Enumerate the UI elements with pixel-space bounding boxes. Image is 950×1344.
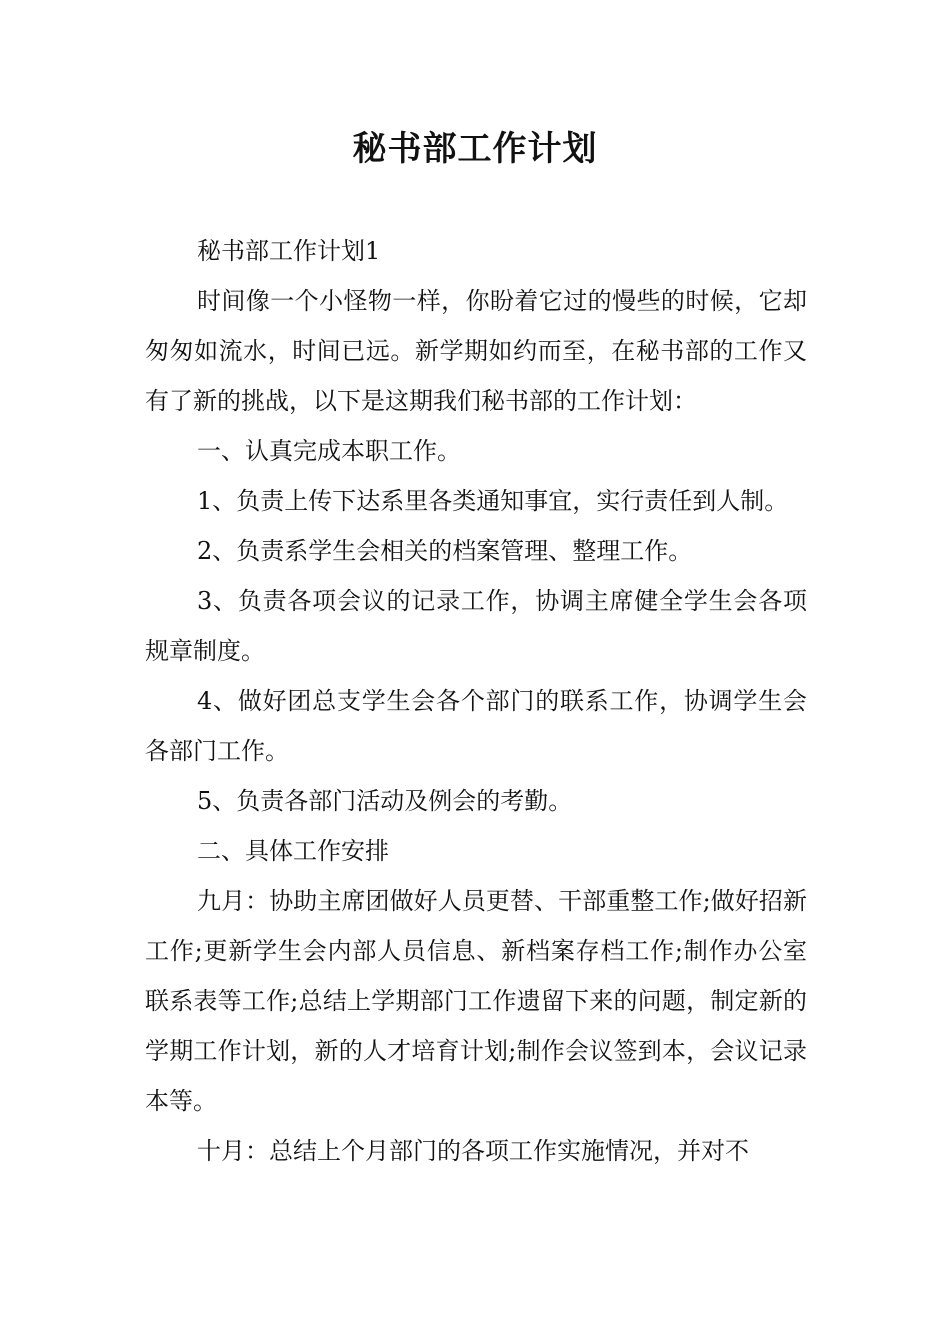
list-item-5: 5、负责各部门活动及例会的考勤。: [197, 787, 573, 815]
section-heading-1: 一、认真完成本职工作。: [197, 437, 461, 465]
paragraph-september: 九月：协助主席团做好人员更替、干部重整工作;做好招新工作;更新学生会内部人员信息、新档案存档工作;制作办公室联系表等工作;总结上学期部门工作遗留下来的问题，制定新的学期工作计划，新的人才培育计划;制作会议签到本，会议记录本等。: [145, 887, 807, 1115]
document-body: [145, 226, 807, 1176]
paragraph-october: 十月：总结上个月部门的各项工作实施情况，并对不: [197, 1137, 749, 1165]
list-item-3: 3、负责各项会议的记录工作，协调主席健全学生会各项规章制度。: [145, 587, 807, 665]
section-heading-2: 二、具体工作安排: [197, 837, 389, 865]
paragraph-intro: 时间像一个小怪物一样，你盼着它过的慢些的时候，它却匆匆如流水，时间已远。新学期如约而至，在秘书部的工作又有了新的挑战，以下是这期我们秘书部的工作计划：: [145, 287, 807, 415]
paragraph-subtitle: 秘书部工作计划1: [197, 237, 381, 265]
list-item-2: 2、负责系学生会相关的档案管理、整理工作。: [197, 537, 693, 565]
document-title: 秘书部工作计划: [352, 129, 598, 169]
list-item-1: 1、负责上传下达系里各类通知事宜，实行责任到人制。: [197, 487, 789, 515]
list-item-4: 4、做好团总支学生会各个部门的联系工作，协调学生会各部门工作。: [145, 687, 807, 765]
